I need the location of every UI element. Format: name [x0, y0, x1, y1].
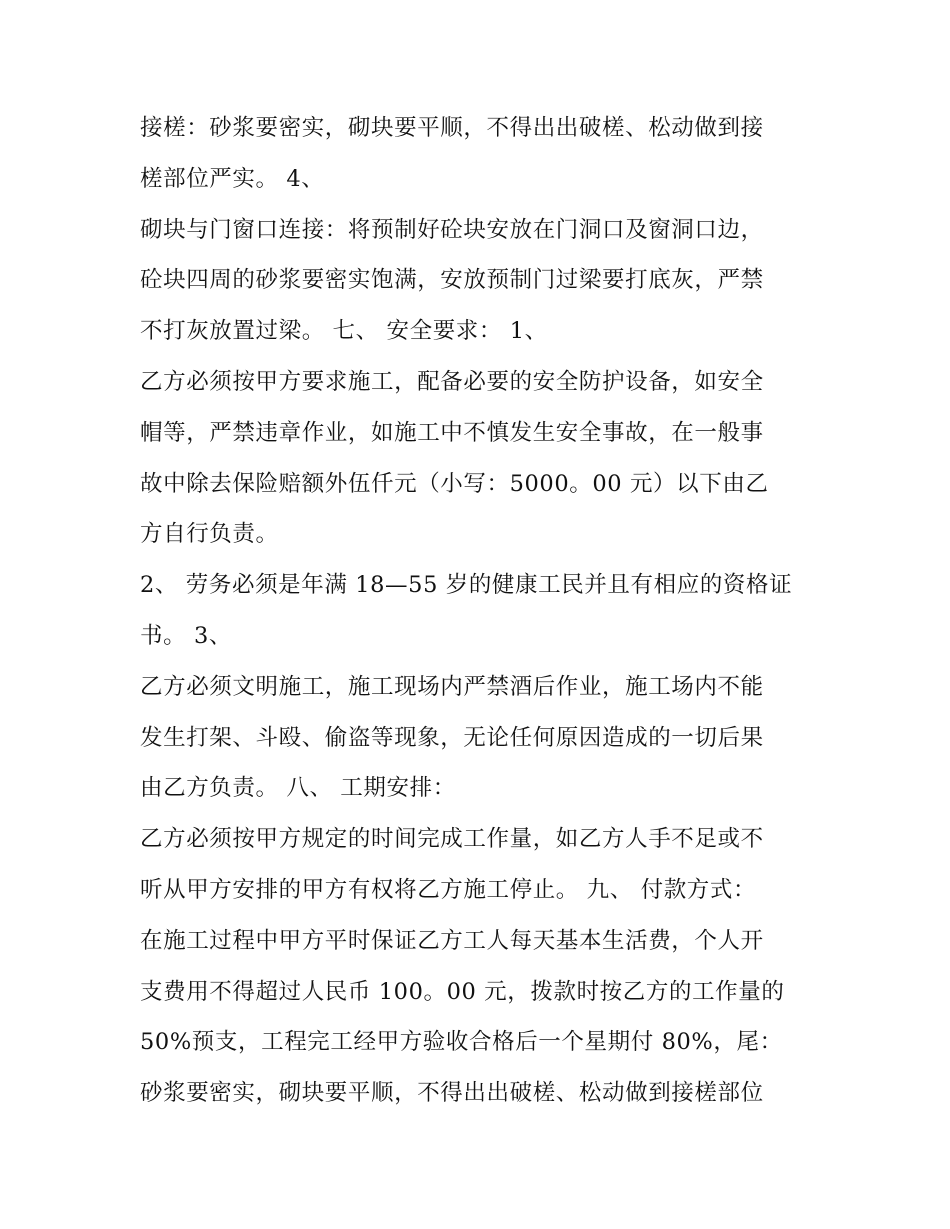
text-line: 支费用不得超过人民币 100。00 元，拨款时按乙方的工作量的	[140, 978, 785, 1005]
text-line: 乙方必须按甲方规定的时间完成工作量，如乙方人手不足或不	[140, 826, 764, 853]
text-line: 砂浆要密实，砌块要平顺，不得出出破槎、松动做到接槎部位	[140, 1080, 764, 1107]
text-line: 书。 3、	[140, 622, 232, 649]
text-line: 帽等，严禁违章作业，如施工中不慎发生安全事故，在一般事	[140, 419, 764, 446]
text-line: 乙方必须按甲方要求施工，配备必要的安全防护设备，如安全	[140, 368, 764, 395]
text-line: 接槎：砂浆要密实，砌块要平顺，不得出出破槎、松动做到接	[140, 115, 764, 141]
text-line: 方自行负责。	[140, 521, 279, 548]
text-line: 听从甲方安排的甲方有权将乙方施工停止。 九、 付款方式：	[140, 876, 757, 903]
text-line: 故中除去保险赔额外伍仟元（小写：5000。00 元）以下由乙	[140, 470, 769, 497]
text-line: 槎部位严实。 4、	[140, 165, 325, 192]
text-line: 2、 劳务必须是年满 18—55 岁的健康工民并且有相应的资格证	[140, 572, 793, 599]
text-line: 砼块四周的砂浆要密实饱满，安放预制门过梁要打底灰，严禁	[140, 267, 764, 294]
text-line: 不打灰放置过梁。 七、 安全要求： 1、	[140, 318, 548, 345]
text-line: 在施工过程中甲方平时保证乙方工人每天基本生活费，个人开	[140, 927, 764, 954]
text-line: 发生打架、斗殴、偷盗等现象，无论任何原因造成的一切后果	[140, 724, 764, 751]
text-line: 砌块与门窗口连接：将预制好砼块安放在门洞口及窗洞口边，	[140, 216, 764, 243]
text-line: 乙方必须文明施工，施工现场内严禁酒后作业，施工场内不能	[140, 673, 764, 700]
text-line: 50%预支，工程完工经甲方验收合格后一个星期付 80%，尾：	[140, 1029, 783, 1056]
text-line: 由乙方负责。 八、 工期安排：	[140, 775, 456, 802]
document-body	[140, 103, 830, 1119]
